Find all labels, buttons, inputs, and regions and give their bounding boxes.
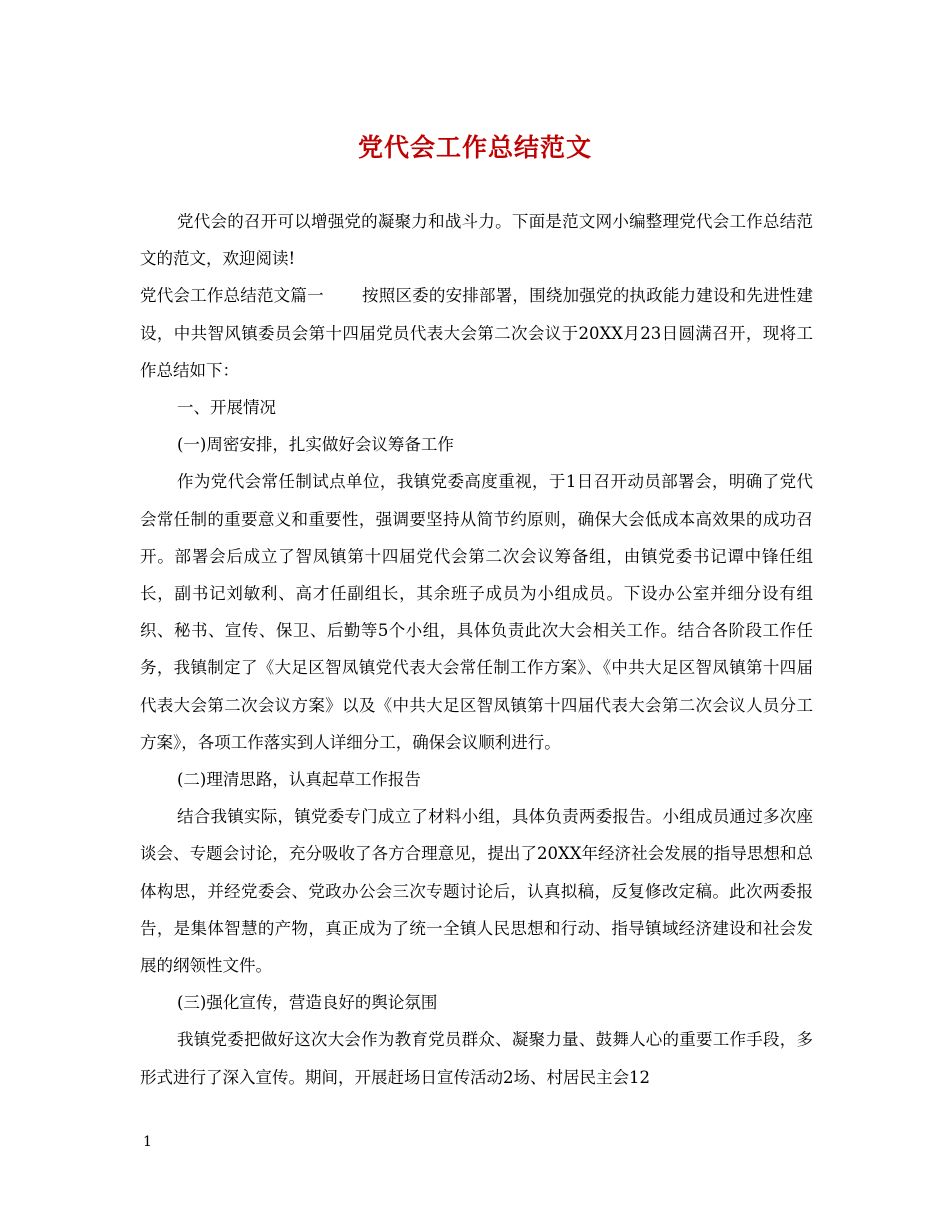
document-body [140, 203, 813, 1096]
subsection-2-paragraph: 结合我镇实际，镇党委专门成立了材料小组，具体负责两委报告。小组成员通过多次座谈会、专题会讨论，充分吸收了各方合理意见，提出了20XX年经济社会发展的指导思想和总体构思，并经党委会、党政办公会三次专题讨论后，认真拟稿，反复修改定稿。此次两委报告，是集体智慧的产物，真正成为了统一全镇人民思想和行动、指导镇域经济建设和社会发展的纲领性文件。 [140, 807, 813, 976]
subsection-3-paragraph: 我镇党委把做好这次大会作为教育党员群众、凝聚力量、鼓舞人心的重要工作手段，多形式进行了深入宣传。期间，开展赶场日宣传活动2场、村居民主会12 [140, 1030, 813, 1087]
heading-1: 一、开展情况 [177, 398, 276, 418]
subheading-3: (三)强化宣传，营造良好的舆论氛围 [177, 993, 438, 1013]
subsection-1-paragraph: 作为党代会常任制试点单位，我镇党委高度重视，于1日召开动员部署会，明确了党代会常任制的重要意义和重要性，强调要坚持从简节约原则，确保大会低成本高效果的成功召开。部署会后成立了智凤镇第十四届党代会第二次会议筹备组，由镇党委书记谭中锋任组长，副书记刘敏利、高才任副组长，其余班子成员为小组成员。下设办公室并细分设有组织、秘书、宣传、保卫、后勤等5个小组，具体负责此次大会相关工作。结合各阶段工作任务，我镇制定了《大足区智凤镇党代表大会常任制工作方案》、《中共大足区智凤镇第十四届代表大会第二次会议方案》以及《中共大足区智凤镇第十四届代表大会第二次会议人员分工方案》，各项工作落实到人详细分工，确保会议顺利进行。 [140, 472, 813, 752]
document-title: 党代会工作总结范文 [357, 133, 592, 162]
subheading-1: (一)周密安排，扎实做好会议筹备工作 [177, 435, 454, 455]
page-number: 1 [143, 1134, 152, 1150]
intro-paragraph: 党代会的召开可以增强党的凝聚力和战斗力。下面是范文网小编整理党代会工作总结范文的范文，欢迎阅读! [140, 212, 813, 269]
section-one-text: 按照区委的安排部署，围绕加强党的执政能力建设和先进性建设，中共智风镇委员会第十四届党员代表大会第二次会议于20XX月23日圆满召开，现将工作总结如下： [140, 286, 814, 380]
subheading-2: (二)理清思路，认真起草工作报告 [177, 770, 421, 790]
section-one-label: 党代会工作总结范文篇一 [140, 286, 324, 306]
section-one-paragraph [140, 277, 813, 389]
